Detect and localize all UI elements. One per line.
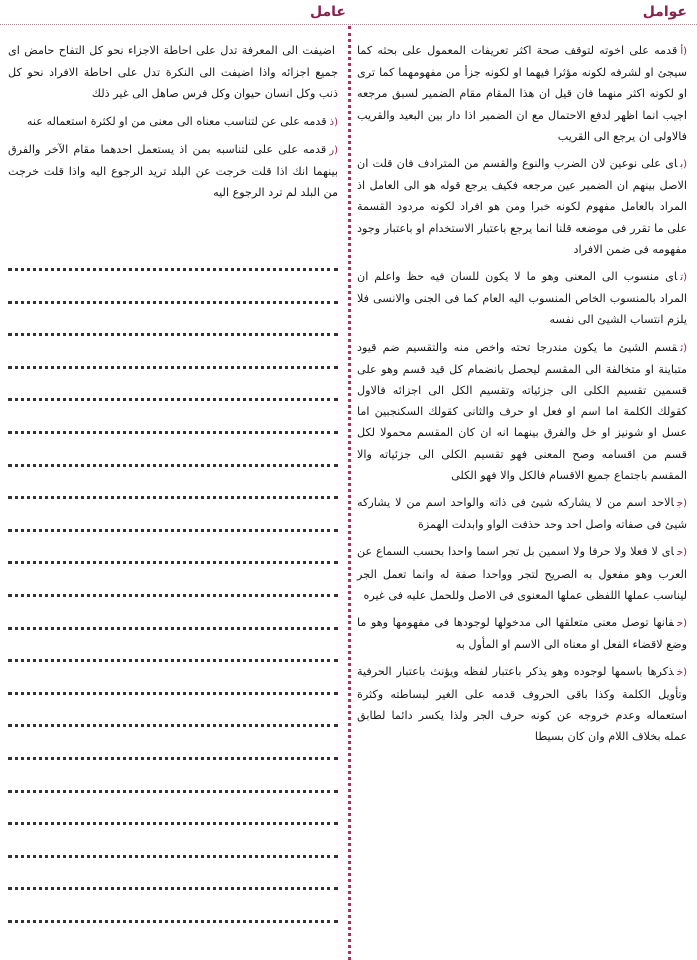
writing-line [8,431,338,434]
writing-line [8,398,338,401]
writing-line [8,627,338,630]
writing-line [8,659,338,662]
writing-line [8,790,338,793]
writing-line [8,496,338,499]
writing-line [8,268,338,271]
note-ha-2 [357,612,687,655]
writing-line [8,464,338,467]
writing-line [8,529,338,532]
right-column-header: عوامل [642,4,687,20]
note-ta [357,266,687,331]
note-text: اى على نوعين لان الضرب والنوع والقسم من المترادف فان قلت ان الاصل بينهم ان الضمير عين مرجعه فكيف يرجع قوله هو الى العامل اذ المراد بالعامل مفهوم لكونه خبرا ومن هو افراد لكونه مردود القسمة على ما تقرر فى موضعه قلنا انما يرجع باعتبار الاستخدام او باعتبار وجود مفهومه فى ضمن الافراد [357,157,687,256]
note-ba [357,153,687,260]
note-kha [357,661,687,747]
left-notes-column [8,40,338,209]
note-text: اى لا فعلا ولا حرفا ولا اسمين بل تجر اسما واحدا بحسب السماع عن العرب وهو مفعول به الصريح لتجر وواحدا صفة له وانما تعمل الجر ليناسب عملها اللفظى عملها المعنوى فى الاصل وللحمل عليه فى غيره [357,545,687,602]
writing-line [8,822,338,825]
right-notes-column [357,40,687,753]
column-divider [348,26,351,960]
note-text: ذكرها باسمها لوجوده وهو يذكر باعتبار لفظه ويؤنث باعتبار الحرفية وتأويل الكلمة وكذا باقى الحروف قدمه على الغير لبساطته وكثرة استعماله وعدم خروجه عن كونه حرف الجر ولذا يكسر دائما لطابق عمله بخلاف اللام وان كان بسيطا [357,665,687,744]
header-rule [0,24,697,25]
note-marker: (ت [680,272,687,284]
note-marker: (ح [676,547,687,559]
writing-line [8,561,338,564]
writing-line [8,366,338,369]
note-ha [357,541,687,606]
note-marker: (ث [680,342,687,354]
left-column-header: عامل [310,4,346,20]
writing-line [8,594,338,597]
writing-line [8,724,338,727]
note-tha [357,337,687,486]
note-marker: (ج [676,498,687,510]
note-text: اضيفت الى المعرفة تدل على احاطة الاجزاء نحو كل التفاح حامض اى جميع اجزائه واذا اضيفت الى النكرة تدل على احاطة الافراد نحو كل ذنب وكل انسان حيوان وكل فرس صاهل الى غير ذلك [8,44,338,101]
note-text: فانها توصل معنى متعلقها الى مدخولها لوجودها فى مفهومها وهو ما وضع لاقضاء الفعل او معناه الى الاسم او المأول به [357,616,687,652]
note-marker: (أ [680,46,687,57]
note-ra [8,139,338,204]
note-marker: (ب [680,159,687,171]
note-dhal [8,111,338,133]
writing-line [8,887,338,890]
note-kull [8,40,338,105]
note-text: قدمه على على لتناسبه بمن اذ يستعمل احدهما مقام الآخر والفرق بينهما انك اذا قلت خرجت عن البلد تريد الرجوع اليه واذا قلت خرجت من البلد لم ترد الرجوع اليه [8,142,338,200]
note-marker: (خ [676,667,687,679]
writing-line [8,920,338,923]
note-marker: (ر [329,144,338,156]
note-text: قسم الشيئ ما يكون مندرجا تحته واخص منه والتقسيم ضم قيود متباينة او متخالفة الى المقسم ليحصل بانضمام كل قيد قسم وهو على قسمين تقسيم الكلى الى جزئياته وتقسيم الكل الى اجزائه فالاول كقولك الكلمة اما اسم او فعل او حرف والثانى كقولك السكنجبين اما عسل او شونيز او خل والفرق بينهما انه ان كان المقسم محمولا لكل قسم من اقسامه وصح المعنى فهو تقسيم الكلى الى جزئياته والا المقسم باجتماع جميع الاقسام فالكل والا فهو الكلى [357,340,687,482]
note-jim [357,492,687,535]
note-marker: (ح [676,618,687,630]
writing-line [8,757,338,760]
note-text: قدمه على اخوته لتوقف صحة اكثر تعريفات المعمول على بحثه كما سيجئ او لشرفه لكونه مؤثرا فيهما او لكونه جزأ من مفهومهما كما ترى او لكونه اكثر منهما فان قيل ان هذا المقام مقام الضمير لسبق مرجعه اجيب انما اظهر لدفع الاحتمال مع ان الضمير اذا دار بين البعيد والقريب فالاولى ان يرجع الى القريب [357,44,687,143]
note-text: قدمه على عن لتناسب معناه الى معنى من او لكثرة استعماله عنه [26,114,327,128]
writing-line [8,855,338,858]
note-text: اى منسوب الى المعنى وهو ما لا يكون للسان فيه حظ واعلم ان المراد بالمنسوب الخاص المنسوب اليه العام كما فى الجنى والانسى فلا يلزم انتساب الشيئ الى نفسه [357,270,687,327]
note-alif [357,40,687,147]
writing-line [8,333,338,336]
note-text: الاحد اسم من لا يشاركه شيئ فى ذاته والواحد اسم من لا يشاركه شيئ فى صفاته واصل احد وحد حذفت الواو وابدلت الهمزة [357,496,687,532]
note-marker: (ذ [329,116,338,128]
writing-line [8,301,338,304]
writing-line [8,692,338,695]
